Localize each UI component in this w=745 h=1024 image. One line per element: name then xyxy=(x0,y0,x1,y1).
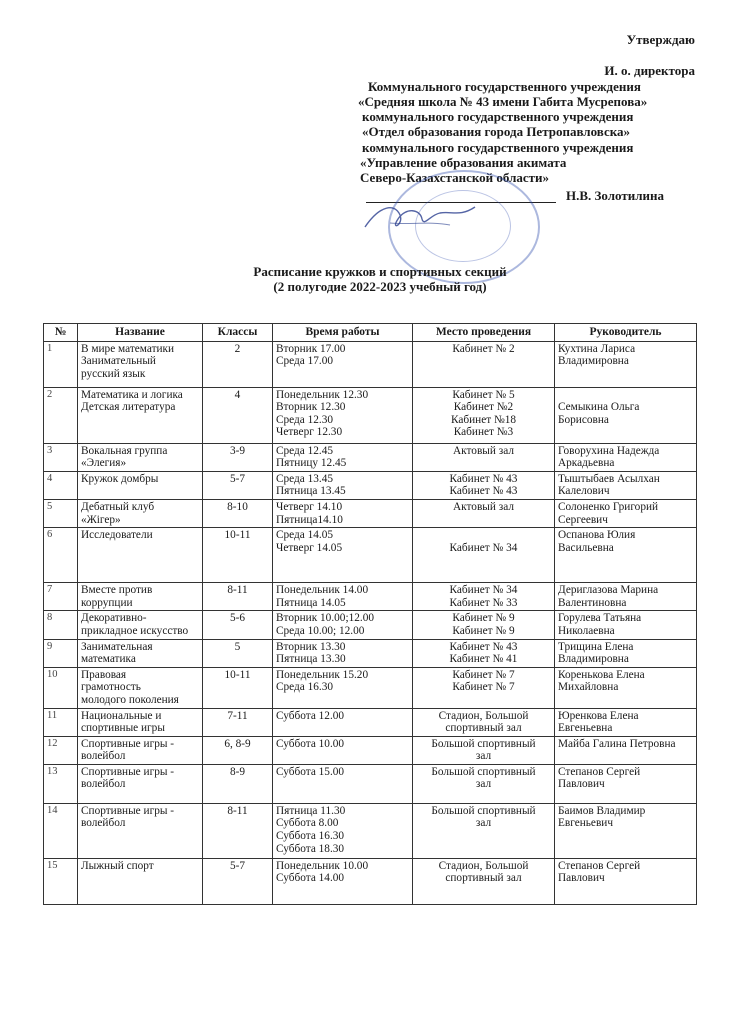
leader-name-line: Михайловна xyxy=(558,681,619,694)
class-range: 5-7 xyxy=(203,858,273,904)
schedule-time-line: Пятница14.10 xyxy=(276,513,343,526)
leader-name xyxy=(555,639,697,667)
leader-name xyxy=(555,858,697,904)
table-row xyxy=(44,611,697,639)
row-number: 3 xyxy=(44,443,78,471)
leader-name xyxy=(555,611,697,639)
venue-line: Стадион, Большой xyxy=(438,709,529,722)
header-cell: Место проведения xyxy=(413,324,555,342)
schedule-time-line: Среда 13.45 xyxy=(276,472,334,485)
club-name-line: Спортивные игры - xyxy=(81,804,175,817)
venue-line: Кабинет № 41 xyxy=(449,653,518,666)
class-range: 8-9 xyxy=(203,764,273,803)
leader-name-line: Евгеньевна xyxy=(558,722,613,735)
club-name-line: Спортивные игры - xyxy=(81,737,175,750)
venue-line: Стадион, Большой xyxy=(438,859,529,872)
venue-line: Кабинет № 33 xyxy=(449,596,518,609)
leader-name-line xyxy=(558,389,693,402)
leader-name-line: Валентиновна xyxy=(558,596,627,609)
club-name-line: Дебатный клуб xyxy=(81,500,155,513)
venue xyxy=(413,611,555,639)
venue-line: Кабинет № 43 xyxy=(449,472,518,485)
row-number: 14 xyxy=(44,803,78,858)
class-range: 8-11 xyxy=(203,803,273,858)
leader-name-line: Владимировна xyxy=(558,653,629,666)
row-number: 8 xyxy=(44,611,78,639)
venue xyxy=(413,764,555,803)
schedule-time-line: Суббота 14.00 xyxy=(276,872,345,885)
leader-name-line: Сергеевич xyxy=(558,513,608,526)
schedule-time xyxy=(273,764,413,803)
title-line-2: (2 полугодие 2022-2023 учебный год) xyxy=(273,279,487,294)
leader-name-line: Дериглазова Марина xyxy=(558,584,659,597)
venue-line: Большой спортивный xyxy=(431,765,536,778)
club-name-line: «Элегия» xyxy=(81,457,127,470)
schedule-time-line: Суббота 16.30 xyxy=(276,830,345,843)
club-name-line: математика xyxy=(81,653,136,666)
venue-line: Актовый зал xyxy=(453,500,514,513)
table-row xyxy=(44,471,697,499)
schedule-time-line: Четверг 14.10 xyxy=(276,500,343,513)
club-name xyxy=(78,387,203,443)
leader-name xyxy=(555,387,697,443)
club-name xyxy=(78,611,203,639)
table-row xyxy=(44,708,697,736)
club-name xyxy=(78,708,203,736)
venue xyxy=(413,667,555,708)
venue-line: зал xyxy=(475,750,492,763)
schedule-time-line: Суббота 8.00 xyxy=(276,817,339,830)
class-range: 7-11 xyxy=(203,708,273,736)
leader-name xyxy=(555,528,697,583)
class-range: 10-11 xyxy=(203,528,273,583)
club-name-line: русский язык xyxy=(81,367,146,380)
row-number: 11 xyxy=(44,708,78,736)
leader-name-line: Оспанова Юлия xyxy=(558,529,636,542)
venue-line: спортивный зал xyxy=(445,722,522,735)
club-name xyxy=(78,858,203,904)
venue-line: Большой спортивный xyxy=(431,804,536,817)
club-name-line: коррупции xyxy=(81,596,133,609)
club-name-line: Спортивные игры - xyxy=(81,765,175,778)
club-name xyxy=(78,736,203,764)
schedule-time-line: Пятница 14.05 xyxy=(276,596,346,609)
schedule-time-line: Среда 12.30 xyxy=(276,413,334,426)
schedule-time-line: Суббота 15.00 xyxy=(276,765,345,778)
leader-name-line: Тыштыбаев Асылхан xyxy=(558,472,660,485)
leader-name xyxy=(555,736,697,764)
club-name xyxy=(78,471,203,499)
club-name-line: Занимательная xyxy=(81,640,153,653)
venue-line: Кабинет № 43 xyxy=(449,640,518,653)
venue xyxy=(413,499,555,527)
club-name-line: молодого поколения xyxy=(81,693,179,706)
club-name-line: грамотность xyxy=(81,681,141,694)
leader-name xyxy=(555,803,697,858)
venue-line: Кабинет № 34 xyxy=(449,541,518,554)
schedule-table xyxy=(43,323,697,905)
schedule-time xyxy=(273,341,413,387)
table-row xyxy=(44,387,697,443)
club-name-line: Детская литература xyxy=(81,401,176,414)
club-name-line: Математика и логика xyxy=(81,388,183,401)
leader-name xyxy=(555,499,697,527)
signature-icon xyxy=(360,195,480,240)
leader-name xyxy=(555,667,697,708)
row-number: 10 xyxy=(44,667,78,708)
leader-name-line: Владимировна xyxy=(558,355,629,368)
class-range: 5-6 xyxy=(203,611,273,639)
club-name-line: волейбол xyxy=(81,817,126,830)
approval-line: Северо-Казахстанской области» xyxy=(360,170,550,186)
schedule-time-line: Суббота 10.00 xyxy=(276,737,345,750)
venue xyxy=(413,341,555,387)
table-header-row xyxy=(44,324,697,342)
leader-name-line: Майба Галина Петровна xyxy=(558,737,676,750)
row-number: 12 xyxy=(44,736,78,764)
club-name-line: Кружок домбры xyxy=(81,472,159,485)
club-name-line: прикладное искусство xyxy=(81,624,189,637)
venue xyxy=(413,387,555,443)
schedule-time xyxy=(273,387,413,443)
venue-line: спортивный зал xyxy=(445,872,522,885)
club-name-line: Вместе против xyxy=(81,584,153,597)
venue xyxy=(413,708,555,736)
venue-line: Актовый зал xyxy=(453,444,514,457)
leader-name-line: Солоненко Григорий xyxy=(558,500,659,513)
club-name-line: Декоративно- xyxy=(81,612,147,625)
leader-name-line: Степанов Сергей xyxy=(558,765,641,778)
class-range: 3-9 xyxy=(203,443,273,471)
club-name xyxy=(78,499,203,527)
leader-name xyxy=(555,443,697,471)
club-name-line: волейбол xyxy=(81,750,126,763)
venue-line: Кабинет № 7 xyxy=(452,668,515,681)
schedule-time-line: Вторник 17.00 xyxy=(276,342,346,355)
table-row xyxy=(44,736,697,764)
venue xyxy=(413,528,555,583)
schedule-time-line: Среда 14.05 xyxy=(276,529,334,542)
venue-line: зал xyxy=(475,817,492,830)
table-row xyxy=(44,764,697,803)
venue-line: Кабинет № 9 xyxy=(452,612,515,625)
schedule-time-line: Среда 12.45 xyxy=(276,444,334,457)
approval-line: «Отдел образования города Петропавловска» xyxy=(362,124,631,140)
approval-line: И. о. директора xyxy=(604,63,695,79)
schedule-time xyxy=(273,528,413,583)
table-row xyxy=(44,858,697,904)
schedule-time-line: Суббота 12.00 xyxy=(276,709,345,722)
schedule-time-line: Пятница 13.30 xyxy=(276,653,346,666)
schedule-time-line: Вторник 12.30 xyxy=(276,401,346,414)
schedule-time-line: Четверг 14.05 xyxy=(276,541,343,554)
club-name xyxy=(78,341,203,387)
schedule-time xyxy=(273,736,413,764)
schedule-time-line: Суббота 18.30 xyxy=(276,842,345,855)
schedule-time-line: Среда 17.00 xyxy=(276,355,334,368)
leader-name-line: Павлович xyxy=(558,872,605,885)
header-cell: Классы xyxy=(203,324,273,342)
leader-name-line: Васильевна xyxy=(558,541,614,554)
leader-name xyxy=(555,341,697,387)
approval-line: «Управление образования акимата xyxy=(360,155,567,171)
schedule-time xyxy=(273,443,413,471)
schedule-time xyxy=(273,471,413,499)
club-name xyxy=(78,667,203,708)
table-row xyxy=(44,639,697,667)
club-name xyxy=(78,443,203,471)
leader-name-line: Коренькова Елена xyxy=(558,668,645,681)
leader-name xyxy=(555,764,697,803)
class-range: 5-7 xyxy=(203,471,273,499)
venue xyxy=(413,443,555,471)
venue-line: Кабинет № 43 xyxy=(449,485,518,498)
approval-heading: Утверждаю xyxy=(626,32,695,47)
schedule-time xyxy=(273,499,413,527)
schedule-time-line: Понедельник 15.20 xyxy=(276,668,369,681)
class-range: 2 xyxy=(203,341,273,387)
schedule-time-line: Среда 10.00; 12.00 xyxy=(276,624,365,637)
leader-name xyxy=(555,471,697,499)
club-name-line: Национальные и xyxy=(81,709,162,722)
header-cell: Время работы xyxy=(273,324,413,342)
leader-name-line: Степанов Сергей xyxy=(558,859,641,872)
header-cell: Руководитель xyxy=(555,324,697,342)
schedule-time-line: Понедельник 14.00 xyxy=(276,584,369,597)
header-cell: Название xyxy=(78,324,203,342)
row-number: 1 xyxy=(44,341,78,387)
schedule-time-line: Четверг 12.30 xyxy=(276,426,343,439)
leader-name-line: Юренкова Елена xyxy=(558,709,639,722)
venue-line: Кабинет № 7 xyxy=(452,681,515,694)
leader-name-line: Евгеньевич xyxy=(558,817,614,830)
venue-line xyxy=(416,529,551,542)
club-name-line: Занимательный xyxy=(81,355,156,368)
schedule-time xyxy=(273,639,413,667)
approval-line: коммунального государственного учреждения xyxy=(362,139,634,155)
approval-line: коммунального государственного учреждения xyxy=(362,109,634,125)
row-number: 2 xyxy=(44,387,78,443)
venue xyxy=(413,858,555,904)
class-range: 8-10 xyxy=(203,499,273,527)
club-name-line: Вокальная группа xyxy=(81,444,168,457)
venue-line: Кабинет №2 xyxy=(453,401,514,414)
venue-line: Кабинет № 2 xyxy=(452,342,515,355)
leader-name-line: Говорухина Надежда xyxy=(558,444,660,457)
venue-line: Большой спортивный xyxy=(431,737,536,750)
class-range: 4 xyxy=(203,387,273,443)
table-row xyxy=(44,583,697,611)
table-body xyxy=(44,341,697,904)
club-name-line: «Жігер» xyxy=(81,513,121,526)
leader-name-line: Баимов Владимир xyxy=(558,804,646,817)
venue-line: Кабинет № 9 xyxy=(452,624,515,637)
table-row xyxy=(44,443,697,471)
schedule-time-line: Вторник 13.30 xyxy=(276,640,346,653)
leader-name-line: Семыкина Ольга xyxy=(558,401,640,414)
venue xyxy=(413,639,555,667)
club-name-line: Правовая xyxy=(81,668,127,681)
approval-line: «Средняя школа № 43 имени Габита Мусрепова» xyxy=(358,93,648,109)
club-name-line: В мире математики xyxy=(81,342,175,355)
schedule-time xyxy=(273,583,413,611)
row-number: 9 xyxy=(44,639,78,667)
leader-name xyxy=(555,583,697,611)
title-line-1: Расписание кружков и спортивных секций xyxy=(253,264,507,279)
row-number: 13 xyxy=(44,764,78,803)
venue xyxy=(413,736,555,764)
venue xyxy=(413,803,555,858)
table-row xyxy=(44,667,697,708)
club-name xyxy=(78,639,203,667)
leader-name xyxy=(555,708,697,736)
row-number: 5 xyxy=(44,499,78,527)
schedule-time xyxy=(273,858,413,904)
leader-name-line: Павлович xyxy=(558,778,605,791)
schedule-time-line: Пятница 11.30 xyxy=(276,804,346,817)
schedule-time xyxy=(273,803,413,858)
club-name xyxy=(78,583,203,611)
leader-name-line: Николаевна xyxy=(558,624,615,637)
leader-name-line: Аркадьевна xyxy=(558,457,615,470)
leader-name-line: Трищина Елена xyxy=(558,640,634,653)
row-number: 6 xyxy=(44,528,78,583)
signer-name: Н.В. Золотилина xyxy=(566,187,664,203)
leader-name-line: Борисовна xyxy=(558,413,609,426)
leader-name-line: Калелович xyxy=(558,485,610,498)
club-name-line: спортивные игры xyxy=(81,722,165,735)
club-name-line: Лыжный спорт xyxy=(81,859,154,872)
approval-block xyxy=(350,32,695,203)
table-row xyxy=(44,528,697,583)
schedule-time xyxy=(273,667,413,708)
class-range: 6, 8-9 xyxy=(203,736,273,764)
venue-line: Кабинет №18 xyxy=(450,413,517,426)
schedule-time-line: Понедельник 10.00 xyxy=(276,859,369,872)
class-range: 10-11 xyxy=(203,667,273,708)
venue-line: Кабинет №3 xyxy=(453,426,514,439)
class-range: 8-11 xyxy=(203,583,273,611)
leader-name-line: Кухтина Лариса xyxy=(558,342,636,355)
table-row xyxy=(44,803,697,858)
schedule-time xyxy=(273,708,413,736)
table-row xyxy=(44,499,697,527)
venue-line: Кабинет № 34 xyxy=(449,584,518,597)
schedule-time xyxy=(273,611,413,639)
leader-name-line: Горулева Татьяна xyxy=(558,612,642,625)
schedule-time-line: Пятницу 12.45 xyxy=(276,457,347,470)
venue xyxy=(413,583,555,611)
class-range: 5 xyxy=(203,639,273,667)
row-number: 4 xyxy=(44,471,78,499)
venue xyxy=(413,471,555,499)
approval-line: Коммунального государственного учреждения xyxy=(368,78,641,94)
club-name-line: волейбол xyxy=(81,778,126,791)
schedule-time-line: Пятница 13.45 xyxy=(276,485,346,498)
venue-line: Кабинет № 5 xyxy=(452,388,515,401)
table-row xyxy=(44,341,697,387)
row-number: 7 xyxy=(44,583,78,611)
club-name-line: Исследователи xyxy=(81,529,153,542)
venue-line: зал xyxy=(475,778,492,791)
row-number: 15 xyxy=(44,858,78,904)
schedule-time-line: Среда 16.30 xyxy=(276,681,334,694)
schedule-time-line: Вторник 10.00;12.00 xyxy=(276,612,374,625)
header-cell: № xyxy=(44,324,78,342)
club-name xyxy=(78,764,203,803)
club-name xyxy=(78,803,203,858)
club-name xyxy=(78,528,203,583)
page-title xyxy=(200,264,560,294)
schedule-time-line: Понедельник 12.30 xyxy=(276,388,369,401)
